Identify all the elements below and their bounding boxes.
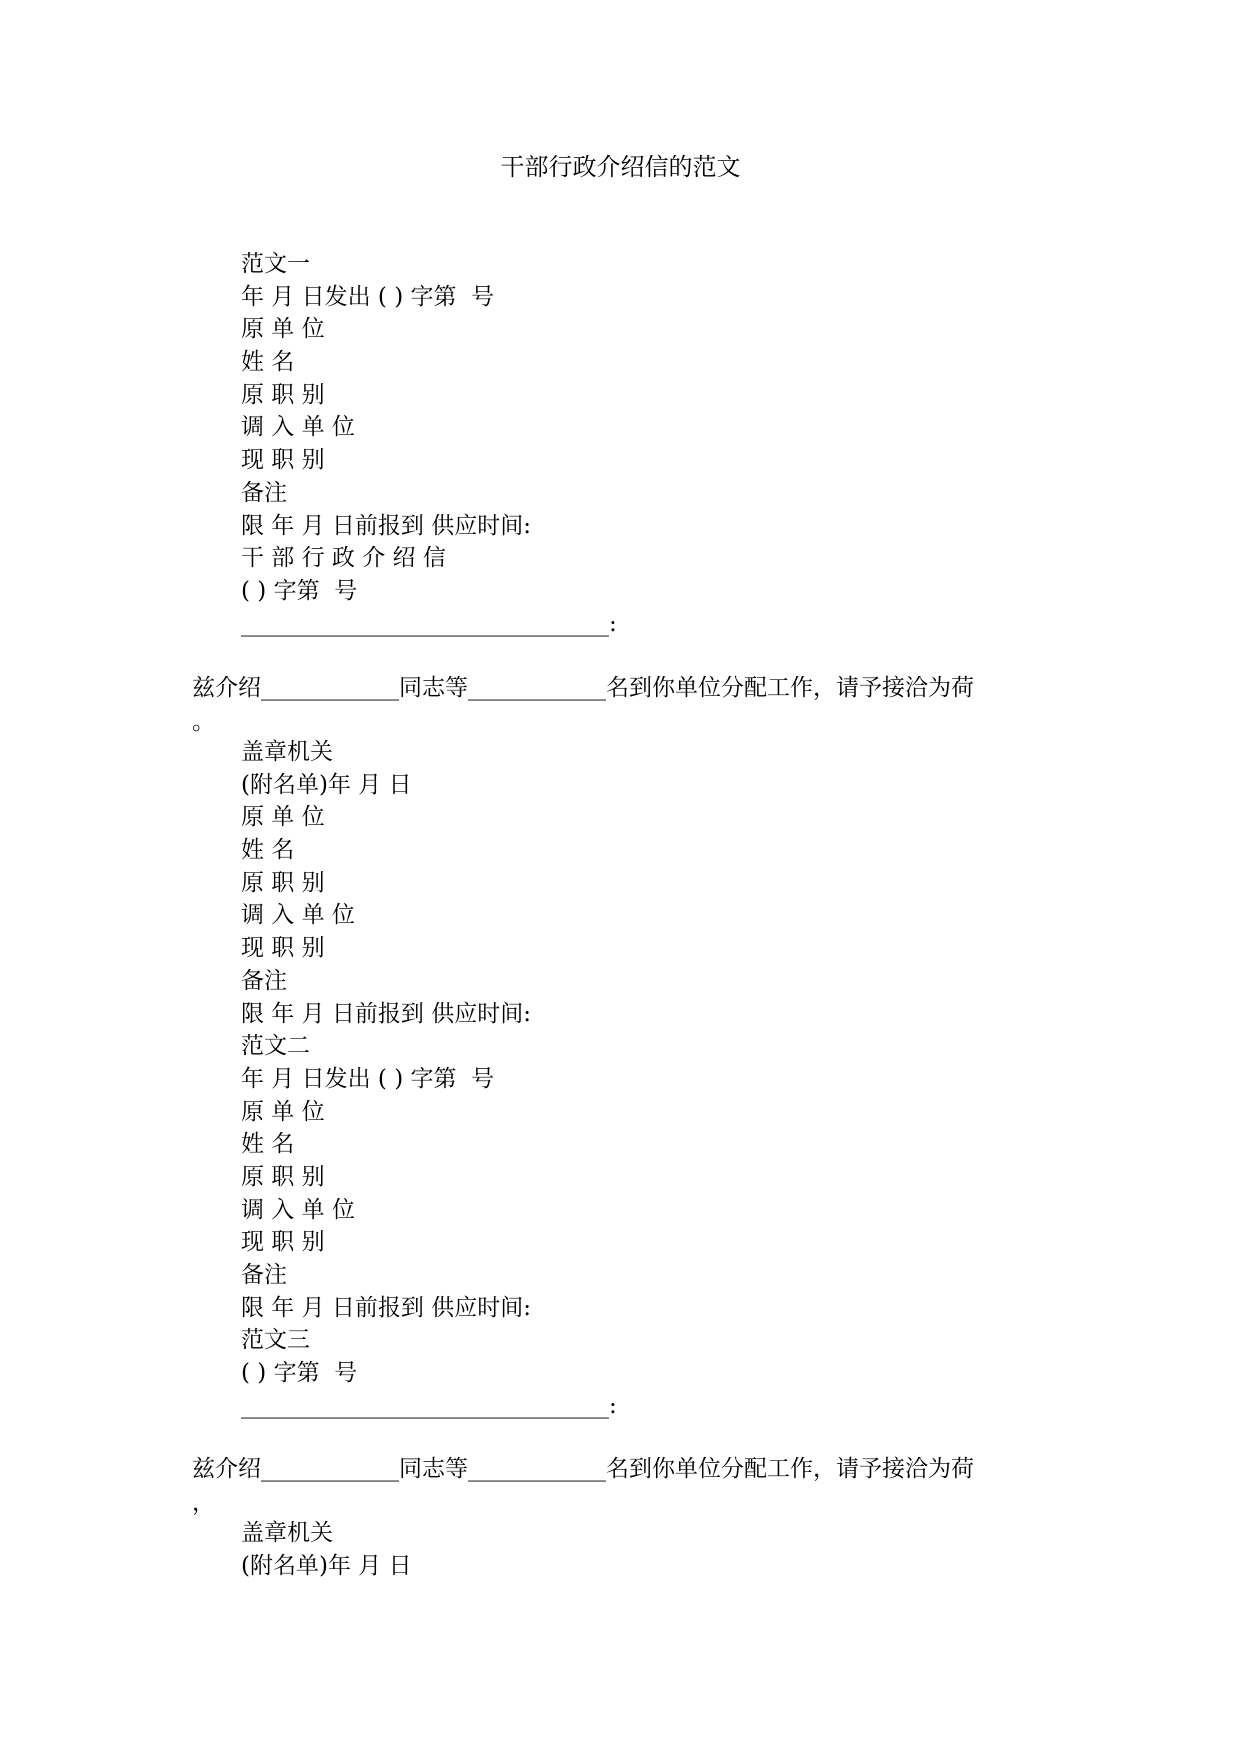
text-line: 原 职 别 [241,869,325,896]
text-line: (附名单)年 月 日 [241,1552,412,1579]
introduction-paragraph-2: 兹介绍____________同志等____________名到你单位分配工作，请予接洽为荷 [192,1456,974,1482]
signature-line: ________________________________: [241,610,617,637]
form-block-1 [241,248,617,640]
text-line: 原 职 别 [241,381,325,408]
signature-line: ________________________________: [241,1392,617,1419]
text-line: 备注 [241,479,287,506]
text-line: 限 年 月 日前报到 供应时间: [241,1294,531,1321]
paragraph-end-mark: ， [192,1490,215,1516]
text-line: 备注 [241,967,287,994]
form-block-2 [241,736,617,1422]
text-line: ( ) 字第 号 [241,1360,358,1387]
text-line: 姓 名 [241,349,295,376]
text-line: 范文一 [241,251,310,277]
text-line: 原 职 别 [241,1163,325,1190]
text-line: 姓 名 [241,837,295,864]
text-line: 原 单 位 [241,1098,325,1125]
text-line: 盖章机关 [241,739,333,765]
text-line: 年 月 日发出 ( ) 字第 号 [241,1065,495,1092]
text-line: 盖章机关 [241,1520,333,1546]
introduction-paragraph-1: 兹介绍____________同志等____________名到你单位分配工作，请予接洽为荷 [192,675,974,701]
text-line: 原 单 位 [241,316,325,343]
document-title: 干部行政介绍信的范文 [500,153,741,181]
text-line: 限 年 月 日前报到 供应时间: [241,1000,531,1027]
text-line: 调 入 单 位 [241,1196,355,1223]
text-line: 备注 [241,1262,287,1288]
text-line: 年 月 日发出 ( ) 字第 号 [241,283,495,310]
text-line: 现 职 别 [241,447,325,474]
text-line: 原 单 位 [241,804,325,831]
text-line: 范文三 [241,1327,310,1354]
text-line: 调 入 单 位 [241,902,355,929]
text-line: (附名单)年 月 日 [241,771,412,798]
paragraph-end-mark: 。 [192,709,215,735]
text-line: 范文二 [241,1033,310,1060]
text-line: 调 入 单 位 [241,414,355,441]
text-line: 现 职 别 [241,935,325,962]
text-line: 姓 名 [241,1131,295,1158]
text-line: ( ) 字第 号 [241,577,358,604]
text-line: 限 年 月 日前报到 供应时间: [241,512,531,539]
form-block-3 [241,1517,412,1582]
text-line: 干 部 行 政 介 绍 信 [241,545,446,572]
text-line: 现 职 别 [241,1229,325,1256]
